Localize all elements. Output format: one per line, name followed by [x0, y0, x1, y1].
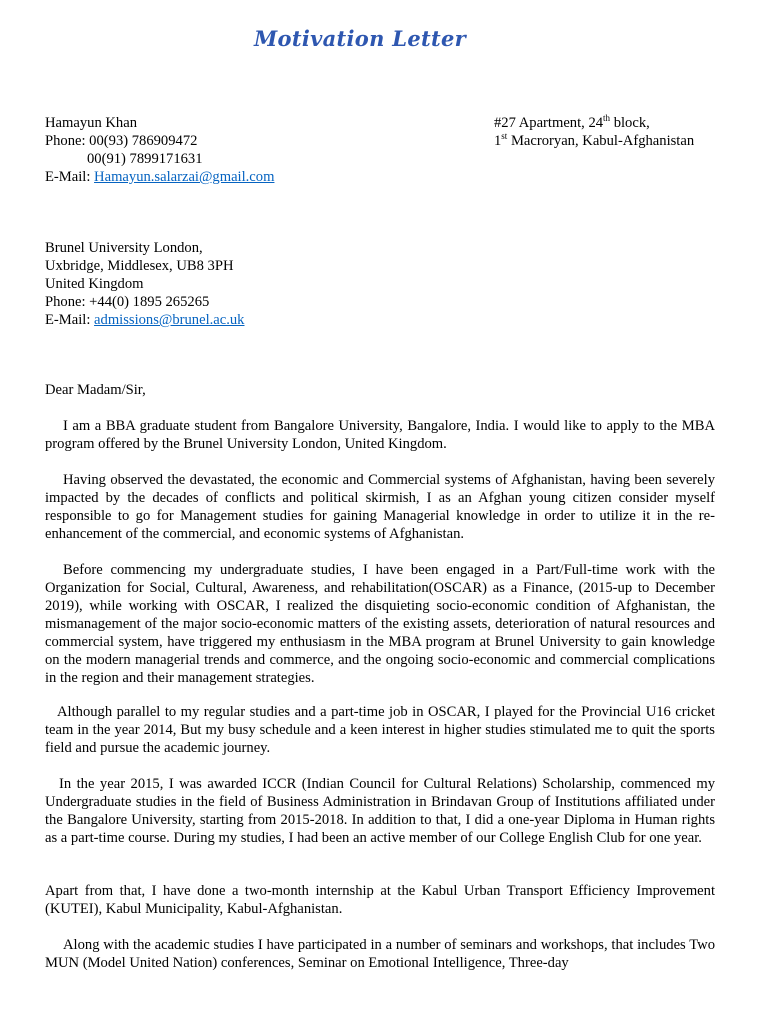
- sender-email-link[interactable]: Hamayun.salarzai@gmail.com: [94, 169, 275, 185]
- paragraph-1: I am a BBA graduate student from Bangalore University, Bangalore, India. I would like to apply to the MBA program offered by the Brunel University London, United Kingdom.: [45, 418, 715, 452]
- recipient-email-row: [45, 311, 244, 329]
- recipient-phone: Phone: +44(0) 1895 265265: [45, 294, 210, 310]
- address-line-2-text: 1: [494, 133, 502, 149]
- recipient-line-2: Uxbridge, Middlesex, UB8 3PH: [45, 258, 234, 274]
- sender-email-label: E-Mail:: [45, 169, 95, 185]
- address-line-1-sup: th: [603, 113, 611, 124]
- paragraph-4: Although parallel to my regular studies and a part-time job in OSCAR, I played for the Provincial U16 cricket team in the year 2014, But my busy schedule and a keen interest in higher studies stimulated me to quit the sports field and pursue the academic journey.: [45, 704, 715, 756]
- paragraph-3: Before commencing my undergraduate studies, I have been engaged in a Part/Full-time work with the Organization for Social, Cultural, Awareness, and rehabilitation(OSCAR) as a Finance, (2015-up to December 2019), while working with OSCAR, I realized the disquieting socio-economic condition of Afghanistan, the mismanagement of the major socio-economic matters of the existing assets, deterioration of natural resources and commercial system, have triggered my enthusiasm in the MBA program at Brunel University to gain knowledge on the modern managerial trends and commerce, and the ongoing socio-economic and commercial complications in the region and their management strategies.: [45, 562, 715, 686]
- address-line-1-tail: block,: [610, 115, 650, 131]
- sender-phone-1: Phone: 00(93) 786909472: [45, 133, 198, 149]
- sender-phone-2: 00(91) 7899171631: [87, 151, 203, 167]
- sender-email-row: [45, 168, 274, 186]
- address-line-2-tail: Macroryan, Kabul-Afghanistan: [507, 133, 695, 149]
- salutation: Dear Madam/Sir,: [45, 382, 146, 398]
- paragraph-6: Apart from that, I have done a two-month internship at the Kabul Urban Transport Efficiency Improvement (KUTEI), Kabul Municipality, Kabul-Afghanistan.: [45, 883, 715, 917]
- paragraph-5: In the year 2015, I was awarded ICCR (Indian Council for Cultural Relations) Scholarship, commenced my Undergraduate studies in the field of Business Administration in Brindavan Group of Institutions affiliated under the Bangalore University, starting from 2015-2018. In addition to that, I did a one-year Diploma in Human rights as a part-time course. During my studies, I had been an active member of our College English Club for one year.: [45, 776, 715, 846]
- letter-title: Motivation Letter: [253, 26, 467, 51]
- address-line-1-text: #27 Apartment, 24: [494, 115, 604, 131]
- recipient-email-label: E-Mail:: [45, 312, 95, 328]
- address-line-2-sup: st: [501, 131, 508, 142]
- recipient-line-3: United Kingdom: [45, 276, 144, 292]
- sender-name: Hamayun Khan: [45, 115, 137, 131]
- sender-address-line-2: [494, 132, 694, 150]
- paragraph-2: Having observed the devastated, the economic and Commercial systems of Afghanistan, having been severely impacted by the decades of conflicts and political skirmish, I as an Afghan young citizen consider myself responsible to go for Management studies for gaining Managerial knowledge in order to utilize it in the re-enhancement of the commercial, and economic systems of Afghanistan.: [45, 472, 715, 542]
- paragraph-7: Along with the academic studies I have participated in a number of seminars and workshops, that includes Two MUN (Model United Nation) conferences, Seminar on Emotional Intelligence, Three-day: [45, 937, 715, 971]
- recipient-email-link[interactable]: admissions@brunel.ac.uk: [94, 312, 245, 328]
- sender-address-line-1: [494, 114, 650, 132]
- recipient-line-1: Brunel University London,: [45, 240, 203, 256]
